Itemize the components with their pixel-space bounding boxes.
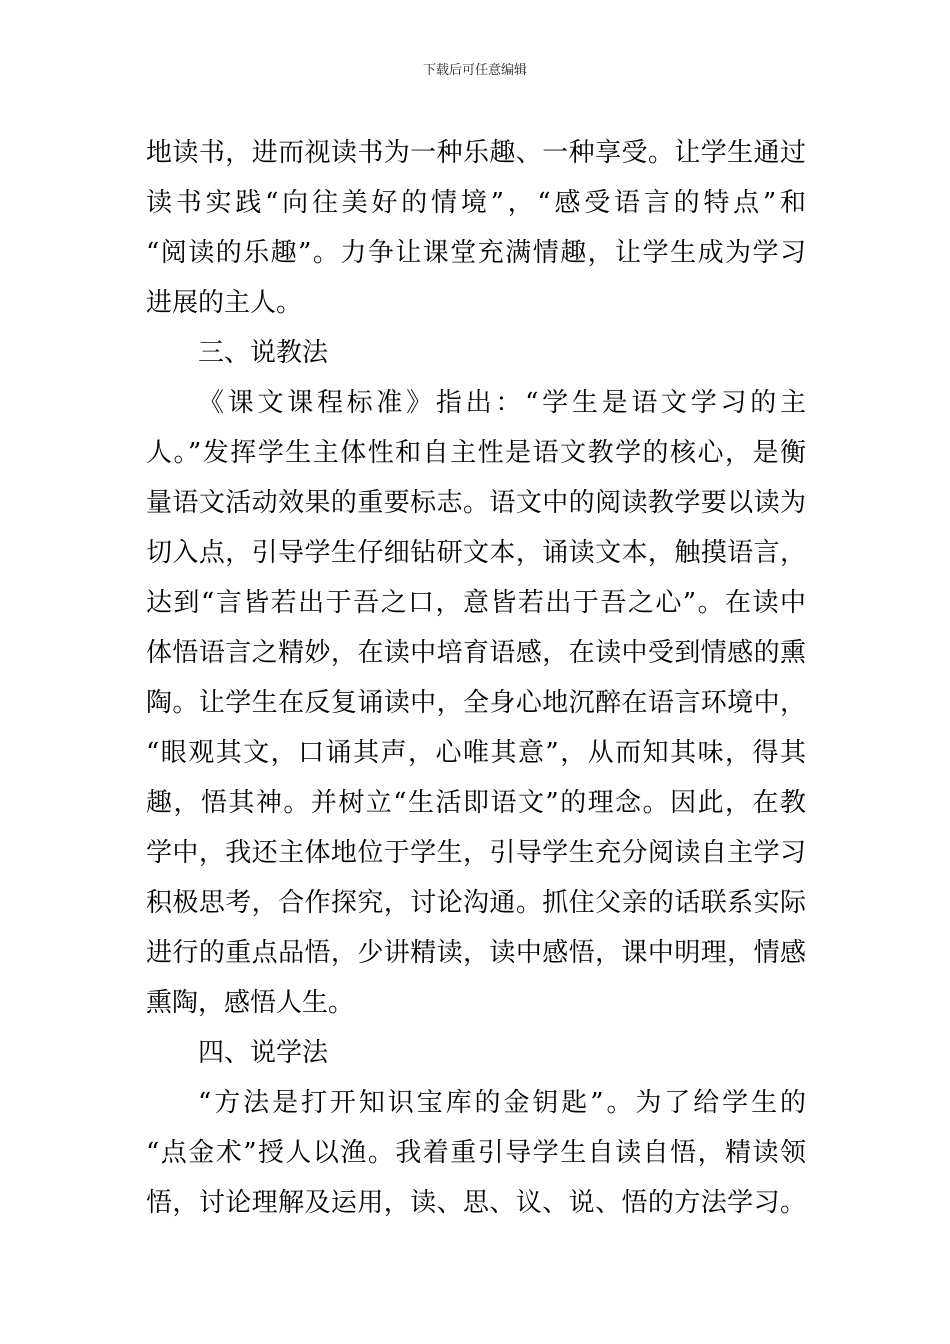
paragraph-line: 地读书，进而视读书为一种乐趣、一种享受。让学生通过 <box>146 138 806 168</box>
paragraph-line: 陶。让学生在反复诵读中，全身心地沉醉在语言环境中， <box>146 688 806 718</box>
paragraph-line: 《课文课程标准》指出：“学生是语文学习的主 <box>198 388 806 418</box>
paragraph-line: 熏陶，感悟人生。 <box>146 988 355 1018</box>
paragraph-line: 量语文活动效果的重要标志。语文中的阅读教学要以读为 <box>146 488 806 518</box>
paragraph-line: 体悟语言之精妙，在读中培育语感，在读中受到情感的熏 <box>146 638 806 668</box>
paragraph-line: “方法是打开知识宝库的金钥匙”。为了给学生的 <box>198 1088 806 1118</box>
paragraph-line: 悟，讨论理解及运用，读、思、议、说、悟的方法学习。 <box>146 1188 806 1218</box>
paragraph-line: 进展的主人。 <box>146 288 303 318</box>
paragraph-line: “阅读的乐趣”。力争让课堂充满情趣，让学生成为学习 <box>146 238 806 268</box>
paragraph-line: 读书实践“向往美好的情境”，“感受语言的特点”和 <box>146 188 806 218</box>
paragraph-line: 积极思考，合作探究，讨论沟通。抓住父亲的话联系实际 <box>146 888 806 918</box>
paragraph-line: 人。”发挥学生主体性和自主性是语文教学的核心，是衡 <box>146 438 806 468</box>
section-heading-4: 四、说学法 <box>198 1038 329 1068</box>
paragraph-line: 学中，我还主体地位于学生，引导学生充分阅读自主学习 <box>146 838 806 868</box>
paragraph-line: “点金术”授人以渔。我着重引导学生自读自悟，精读领 <box>146 1138 806 1168</box>
page-header: 下载后可任意编辑 <box>422 63 527 78</box>
paragraph-line: 进行的重点品悟，少讲精读，读中感悟，课中明理，情感 <box>146 938 806 968</box>
body-text <box>146 128 806 1228</box>
paragraph-line: 趣，悟其神。并树立“生活即语文”的理念。因此，在教 <box>146 788 806 818</box>
section-heading-3: 三、说教法 <box>198 338 329 368</box>
paragraph-line: “眼观其文，口诵其声，心唯其意”，从而知其味，得其 <box>146 738 806 768</box>
paragraph-line: 切入点，引导学生仔细钻研文本，诵读文本，触摸语言， <box>146 538 806 568</box>
paragraph-line: 达到“言皆若出于吾之口，意皆若出于吾之心”。在读中 <box>146 588 806 618</box>
